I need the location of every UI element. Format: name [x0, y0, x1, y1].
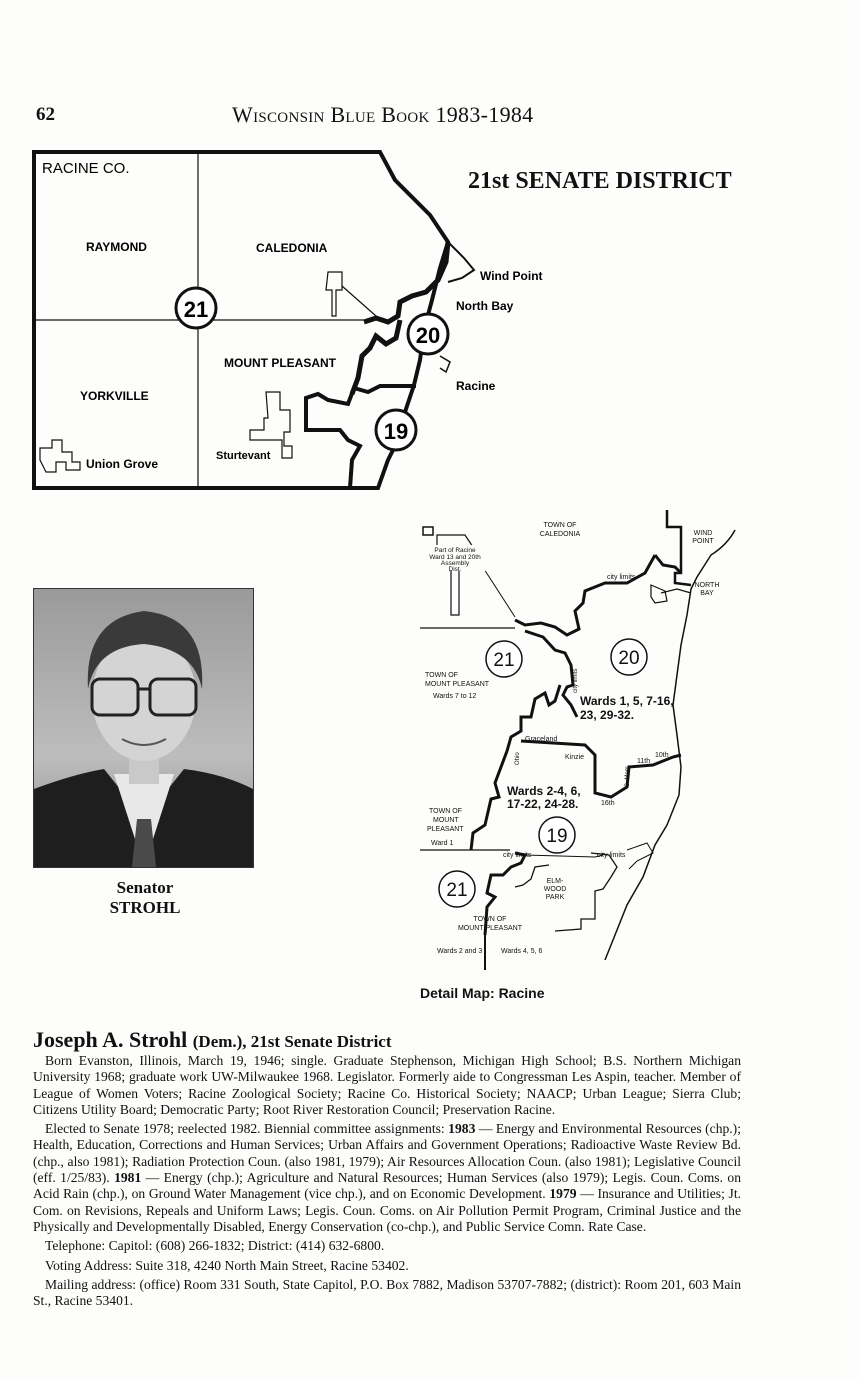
place-wind-point: Wind Point	[480, 269, 543, 283]
detail-wards-7-12: Wards 7 to 12	[433, 693, 477, 700]
detail-district-21-label: 21	[493, 650, 515, 671]
senator-affiliation: (Dem.), 21st Senate District	[192, 1032, 392, 1051]
detail-wards-20-line2: 23, 29-32.	[580, 708, 635, 722]
inset-note-line-1: Part of Racine	[434, 547, 476, 554]
bio-text	[33, 1053, 741, 1312]
detail-wards-2-3: Wards 2 and 3	[437, 948, 483, 955]
detail-kinzie: Kinzie	[565, 754, 585, 761]
county-map	[0, 0, 859, 500]
detail-wards-4-6: Wards 4, 5, 6	[501, 948, 543, 955]
bio-paragraph-personal: Born Evanston, Illinois, March 19, 1946; single. Graduate Stephenson, Michigan High School; B.S. Northern Michigan University 1968; graduate work UW-Milwaukee 1968. Legislator. Formerly aide to Congressman Les Aspin, teacher. Member of League of Women Voters; Racine Zoological Society; Racine Co. Historical Society; NAACP; Urban League; Sierra Club; Citizens Utility Board; Democratic Party; Root River Restoration Council; Preservation Racine.	[33, 1053, 741, 1117]
town-caledonia: CALEDONIA	[256, 241, 328, 255]
county-label: RACINE CO.	[42, 160, 130, 177]
district-21-label: 21	[183, 297, 209, 322]
detail-town-caledonia-1: TOWN OF	[543, 522, 577, 529]
detail-map	[415, 505, 755, 980]
detail-north-bay-1: NORTH	[694, 582, 720, 589]
photo-caption	[60, 878, 230, 918]
detail-wards-19-line2: 17-22, 24-28.	[507, 797, 579, 811]
town-mount-pleasant: MOUNT PLEASANT	[224, 356, 336, 370]
bio-mailing-address: Mailing address: (office) Room 331 South, State Capitol, P.O. Box 7882, Madison 53707-7882; (district): Room 201, 603 Main St., Racine 53401.	[33, 1276, 741, 1309]
detail-graceland: Graceland	[525, 736, 558, 743]
detail-wind-point-1: WIND	[693, 530, 713, 537]
detail-wards-19-line1: Wards 2-4, 6,	[507, 784, 581, 798]
detail-town-mp-3a: TOWN OF	[473, 916, 507, 923]
detail-elmwood-2: WOOD	[543, 886, 567, 893]
detail-city-limits-vertical: city limits	[573, 668, 579, 693]
detail-s-mem: S. Mem.	[625, 764, 631, 787]
inset-note-line-4: Dist.	[448, 566, 462, 573]
inset-note-line-2: Ward 13 and 20th	[429, 554, 481, 561]
detail-north-bay-2: BAY	[700, 590, 714, 597]
year-1981: 1981	[114, 1170, 142, 1186]
detail-elmwood-3: PARK	[545, 894, 565, 901]
detail-11th: 11th	[637, 758, 651, 765]
committees-1981: — Energy (chp.); Agriculture and Natural Resources; Human Services (also 1979); Legis. Coun. Coms. on Acid Rain (chp.), on Ground Water Management (vice chp.), and on Economic Development.	[33, 1170, 741, 1202]
year-1979: 1979	[549, 1186, 577, 1202]
detail-town-mp-2a: TOWN OF	[429, 808, 462, 815]
place-north-bay: North Bay	[456, 299, 514, 313]
place-racine: Racine	[456, 379, 496, 393]
detail-district-21b-label: 21	[446, 880, 468, 901]
senator-name: Joseph A. Strohl	[33, 1027, 188, 1052]
caption-name: STROHL	[109, 898, 181, 917]
detail-district-20-label: 20	[618, 648, 640, 669]
detail-ohio: Ohio	[515, 752, 521, 765]
detail-town-mp-2c: PLEASANT	[427, 826, 464, 833]
detail-town-mp-3b: MOUNT PLEASANT	[457, 925, 523, 932]
caption-title: Senator	[116, 878, 174, 897]
bio-heading	[33, 1027, 392, 1053]
detail-town-mp-1b: MOUNT PLEASANT	[425, 681, 490, 688]
town-raymond: RAYMOND	[86, 240, 147, 254]
detail-town-caledonia-2: CALEDONIA	[539, 531, 581, 538]
inset-note-line-3: Assembly	[440, 560, 470, 567]
detail-map-caption: Detail Map: Racine	[420, 985, 545, 1001]
bio-voting-address: Voting Address: Suite 318, 4240 North Main Street, Racine 53402.	[45, 1257, 409, 1273]
detail-wards-20-line1: Wards 1, 5, 7-16,	[580, 694, 674, 708]
detail-city-limits-2: city limits	[503, 852, 532, 859]
place-union-grove: Union Grove	[86, 457, 159, 471]
bio-telephone: Telephone: Capitol: (608) 266-1832; District: (414) 632-6800.	[45, 1238, 385, 1254]
detail-ward-1: Ward 1	[431, 840, 454, 847]
district-20-label: 20	[415, 323, 441, 348]
running-head: Wisconsin Blue Book 1983-1984	[232, 102, 534, 127]
detail-wind-point-2: POINT	[692, 538, 714, 545]
detail-elmwood-1: ELM-	[546, 878, 564, 885]
detail-town-mp-1a: TOWN OF	[425, 672, 458, 679]
place-sturtevant: Sturtevant	[216, 450, 271, 462]
committees-1979: — Insurance and Utilities; Jt. Com. on Revisions, Repeals and Uniform Laws; Legis. Coun. Coms. on Air Pollution Permit Program, Criminal Justice and the Physically and Developmentally Disabled, Energy Conservation (co-chp.), and Public Service Comn. Rate Case.	[33, 1186, 742, 1234]
bio-paragraph-committees	[33, 1121, 741, 1235]
committees-intro: Elected to Senate 1978; reelected 1982. Biennial committee assignments:	[45, 1121, 449, 1137]
district-title: 21st SENATE DISTRICT	[468, 168, 732, 194]
detail-16th: 16th	[601, 800, 615, 807]
district-19-label: 19	[383, 419, 409, 444]
page-number: 62	[36, 104, 55, 125]
detail-district-19-label: 19	[546, 826, 568, 847]
detail-town-mp-2b: MOUNT	[433, 817, 459, 824]
senator-portrait	[33, 588, 254, 868]
town-yorkville: YORKVILLE	[80, 389, 149, 403]
detail-city-limits-3: city limits	[597, 852, 626, 859]
detail-city-limits-1: city limits	[607, 574, 636, 581]
year-1983: 1983	[448, 1121, 476, 1137]
detail-10th: 10th	[655, 752, 669, 759]
committees-1983: — Energy and Environmental Resources (chp.); Health, Education, Corrections and Human Services; Urban Affairs and Government Operations; Radioactive Waste Review Bd. (chp., also 1981); Radiation Protection Coun. (also 1981, 1979); Air Resources Allocation Coun. (also 1981); Legislative Council (eff. 1/25/83).	[33, 1121, 741, 1186]
